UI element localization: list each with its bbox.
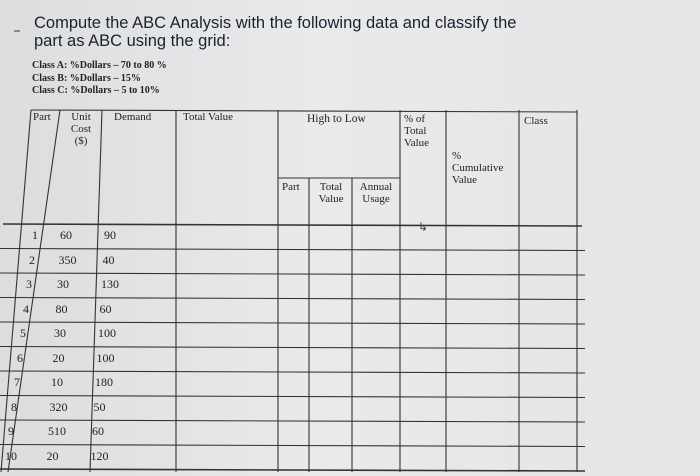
header-class: Class: [524, 115, 548, 127]
pointer-cursor-icon: ↳: [418, 220, 429, 234]
header-unit-cost-line-3: ($): [74, 135, 88, 147]
row-unit-cost: 10: [51, 375, 63, 389]
header-pct-total-line-2: Total: [404, 125, 427, 137]
header-unit-cost-line-2: Cost: [70, 123, 92, 135]
header-pct-total-line-3: Value: [404, 137, 430, 149]
header-demand: Demand: [114, 111, 152, 123]
header-sub-annual-line-1: Annual: [359, 181, 393, 193]
header-pct-cumulative-value: [452, 150, 516, 186]
row-part-number: 7: [14, 375, 20, 389]
row-demand: 180: [95, 375, 113, 389]
row-demand: 100: [96, 350, 115, 365]
header-sub-total-line-2: Value: [318, 193, 344, 205]
row-demand: 50: [93, 399, 106, 414]
row-unit-cost: 320: [49, 399, 68, 414]
row-unit-cost: 30: [57, 277, 69, 291]
row-unit-cost: 510: [48, 424, 66, 438]
header-sub-part: Part: [282, 181, 300, 193]
row-part-number: 9: [8, 424, 14, 438]
header-sub-total-line-1: Total: [319, 181, 343, 193]
header-cumulative-line-1: %: [452, 150, 462, 162]
row-demand: 120: [90, 448, 109, 463]
header-unit-cost-line-1: Unit: [71, 111, 91, 123]
row-demand: 60: [92, 424, 104, 438]
header-pct-total-value: [404, 113, 444, 149]
row-demand: 60: [99, 301, 112, 316]
row-demand: 100: [98, 326, 116, 340]
row-unit-cost: 20: [46, 448, 59, 463]
row-part-number: 2: [29, 252, 35, 267]
header-pct-total-line-1: % of: [404, 113, 426, 125]
row-unit-cost: 350: [58, 252, 77, 267]
row-part-number: 1: [32, 228, 38, 242]
class-c-definition: Class C: %Dollars – 5 to 10%: [32, 85, 160, 96]
row-demand: 40: [102, 252, 115, 267]
header-sub-total-value: [314, 181, 348, 205]
row-unit-cost: 20: [52, 350, 65, 365]
header-unit-cost: [67, 111, 95, 147]
row-unit-cost: 60: [60, 228, 72, 242]
header-sub-annual-usage: [355, 181, 397, 205]
header-total-value: Total Value: [183, 111, 234, 123]
title-line-1: Compute the ABC Analysis with the following data and classify the: [34, 14, 517, 32]
row-part-number: 4: [23, 301, 29, 316]
class-b-definition: Class B: %Dollars – 15%: [32, 72, 141, 84]
row-unit-cost: 80: [55, 301, 68, 316]
row-unit-cost: 30: [54, 326, 66, 340]
header-cumulative-line-2: Cumulative: [452, 162, 504, 174]
row-part-number: 5: [20, 326, 26, 340]
row-part-number: 6: [17, 350, 23, 365]
header-sub-annual-line-2: Usage: [362, 193, 390, 205]
row-demand: 130: [101, 277, 119, 291]
row-part-number: 8: [11, 399, 17, 414]
header-cumulative-line-3: Value: [452, 174, 478, 186]
row-part-number: 10: [5, 448, 17, 463]
header-part: Part: [33, 111, 51, 123]
row-part-number: 3: [26, 277, 32, 291]
class-a-definition: Class A: %Dollars – 70 to 80 %: [32, 60, 167, 71]
row-demand: 90: [104, 228, 116, 242]
title-line-2: part as ABC using the grid:: [34, 32, 231, 50]
header-high-to-low: High to Low: [307, 113, 366, 125]
